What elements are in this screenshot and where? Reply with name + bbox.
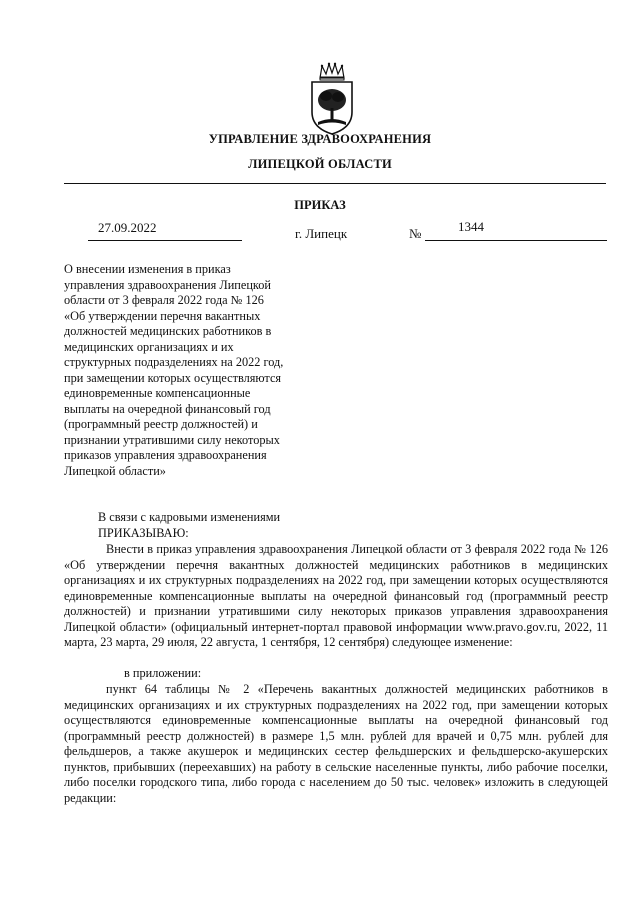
subject-line: О внесении изменения в приказ	[64, 262, 231, 276]
header-divider	[64, 183, 606, 184]
subject-line: признании утратившими силу некоторых	[64, 432, 280, 447]
subject-line: Липецкой области»	[64, 463, 166, 478]
subject-line: единовременные компенсационные	[64, 386, 251, 400]
subject-line: «Об утверждении перечня вакантных	[64, 308, 261, 323]
subject-line: медицинских организациях и их	[64, 339, 234, 354]
paragraph-1: Внести в приказ управления здравоохранения Липецкой области от 3 февраля 2022 года № 126 «Об утверждении перечня вакантных должностей медицинских работников в медицинских организациях и их структурных подразделениях на 2022 год, при замещении которых осуществляются единовременные компенсационные выплаты на очередной финансовый год (программный реестр должностей) и признании утратившими силу некоторых приказов управления здравоохранения Липецкой области» (официальный интернет-портал правовой информации www.pravo.gov.ru, 2022, 11 марта, 23 марта, 29 июля, 22 августа, 1 сентября, 12 сентября) следующее изменение:	[64, 542, 608, 649]
order-subject	[64, 262, 324, 479]
intro-text: В связи с кадровыми изменениями	[98, 510, 281, 524]
subject-line: структурных подразделениях на 2022 год,	[64, 355, 284, 369]
subject-line: должностей медицинских работников в	[64, 324, 272, 338]
order-number: 1344	[458, 219, 484, 234]
number-underline	[425, 240, 607, 241]
subject-line: области от 3 февраля 2022 года № 126	[64, 293, 264, 307]
org-name-line2: ЛИПЕЦКОЙ ОБЛАСТИ	[248, 157, 392, 171]
subject-line: (программный реестр должностей) и	[64, 417, 258, 431]
subject-line: выплаты на очередной финансовый год	[64, 401, 271, 416]
subject-line: при замещении которых осуществляются	[64, 370, 282, 385]
order-word: ПРИКАЗЫВАЮ:	[98, 526, 189, 540]
subject-line: управления здравоохранения Липецкой	[64, 277, 271, 292]
in-appendix-text: в приложении:	[124, 666, 202, 680]
coat-of-arms-icon	[304, 62, 360, 136]
subject-line: приказов управления здравоохранения	[64, 448, 267, 462]
date-underline	[88, 240, 242, 241]
org-name-line1: УПРАВЛЕНИЕ ЗДРАВООХРАНЕНИЯ	[208, 132, 432, 146]
doc-type-title: ПРИКАЗ	[294, 198, 346, 212]
paragraph-2: пункт 64 таблицы № 2 «Перечень вакантных должностей медицинских работников в медицинских организациях и их структурных подразделениях на 2022 год, при замещении которых осуществляются единовременные компенсационные выплаты на очередной финансовый год (программный реестр должностей) в размере 1,5 млн. рублей для врачей и 0,75 млн. рублей для фельдшеров, а также акушерок и медицинских сестер фельдшерских и фельдшерско-акушерских пунктов, прибывших (переехавших) на работу в сельские населенные пункты, либо рабочие поселки, либо поселки городского типа, либо города с населением до 50 тыс. человек» изложить в следующей редакции:	[64, 682, 608, 805]
number-sign: №	[409, 226, 422, 241]
order-date: 27.09.2022	[98, 220, 157, 235]
city-name: г. Липецк	[295, 226, 348, 241]
